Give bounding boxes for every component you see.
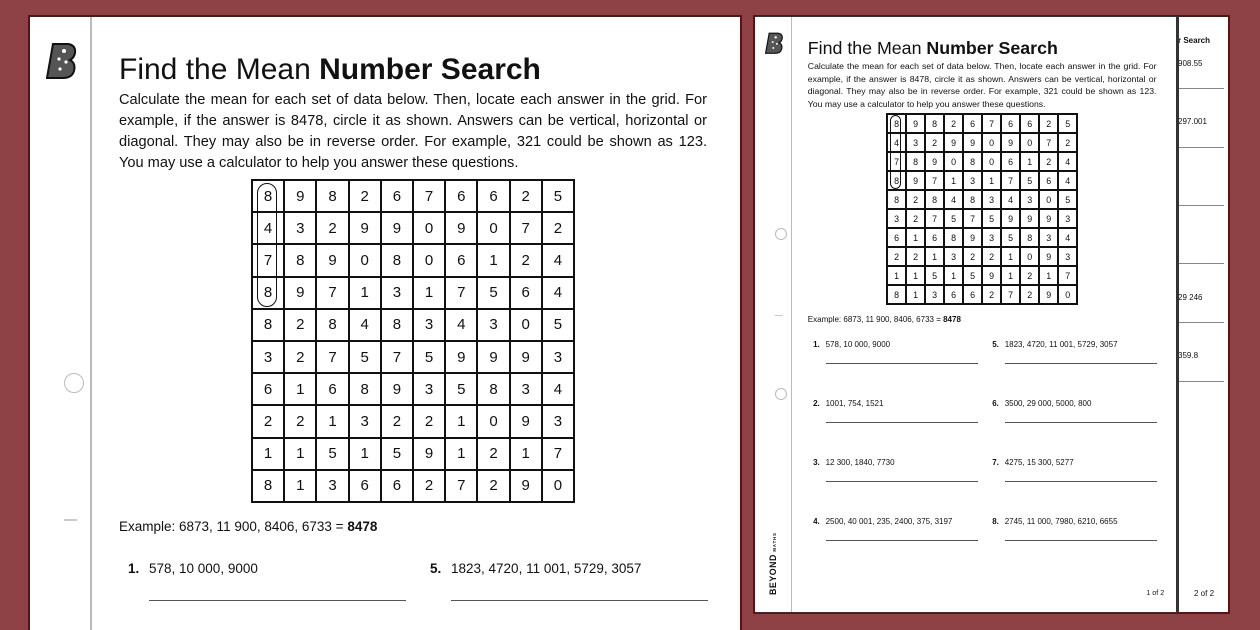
grid-cell[interactable]: 9 bbox=[413, 438, 445, 470]
grid-cell[interactable]: 1 bbox=[477, 244, 509, 276]
brand-logo-icon bbox=[765, 32, 784, 55]
page-number: 1 of 2 bbox=[1146, 589, 1165, 598]
grid-cell[interactable]: 4 bbox=[1001, 190, 1020, 209]
grid-cell[interactable]: 7 bbox=[925, 171, 944, 190]
grid-cell[interactable]: 4 bbox=[252, 212, 284, 244]
question bbox=[128, 561, 258, 576]
grid-cell[interactable]: 2 bbox=[477, 438, 509, 470]
grid-cell[interactable]: 6 bbox=[1039, 171, 1058, 190]
grid-cell[interactable]: 6 bbox=[510, 277, 542, 309]
grid-cell[interactable]: 2 bbox=[413, 405, 445, 437]
example-answer: 8478 bbox=[943, 314, 961, 324]
worksheet-page bbox=[755, 17, 1176, 612]
question bbox=[813, 399, 883, 408]
grid-cell[interactable]: 5 bbox=[542, 309, 574, 341]
grid-cell[interactable]: 8 bbox=[887, 285, 906, 304]
grid-cell[interactable]: 8 bbox=[252, 470, 284, 502]
example-text: Example: 6873, 11 900, 8406, 6733 = bbox=[807, 314, 944, 324]
grid-cell[interactable]: 3 bbox=[982, 190, 1001, 209]
question-data: 1001, 754, 1521 bbox=[825, 398, 884, 408]
grid-cell[interactable]: 1 bbox=[944, 171, 963, 190]
page2-answer: 29 246 bbox=[1178, 293, 1203, 302]
grid-cell[interactable]: 3 bbox=[349, 405, 381, 437]
grid-cell[interactable]: 1 bbox=[284, 438, 316, 470]
worksheet-preview-page-2[interactable] bbox=[1176, 17, 1228, 612]
punch-hole-icon bbox=[775, 388, 787, 400]
example-line bbox=[808, 315, 961, 324]
punch-hole-icon bbox=[64, 373, 84, 393]
grid-cell[interactable]: 9 bbox=[510, 341, 542, 373]
grid-cell[interactable]: 2 bbox=[1058, 133, 1077, 152]
grid-cell[interactable]: 8 bbox=[963, 152, 982, 171]
grid-cell[interactable]: 8 bbox=[316, 309, 348, 341]
grid-cell[interactable]: 7 bbox=[252, 244, 284, 276]
answer-line[interactable] bbox=[1005, 481, 1157, 482]
grid-cell[interactable]: 9 bbox=[445, 341, 477, 373]
grid-cell[interactable]: 9 bbox=[445, 212, 477, 244]
grid-cell[interactable]: 5 bbox=[381, 438, 413, 470]
grid-cell[interactable]: 6 bbox=[445, 244, 477, 276]
grid-cell[interactable]: 9 bbox=[1039, 285, 1058, 304]
grid-cell[interactable]: 0 bbox=[349, 244, 381, 276]
grid-cell[interactable]: 9 bbox=[944, 133, 963, 152]
grid-cell[interactable]: 1 bbox=[1001, 266, 1020, 285]
grid-cell[interactable]: 9 bbox=[510, 470, 542, 502]
grid-cell[interactable]: 5 bbox=[316, 438, 348, 470]
grid-cell[interactable]: 8 bbox=[252, 309, 284, 341]
grid-cell[interactable]: 6 bbox=[1020, 114, 1039, 133]
grid-cell[interactable]: 6 bbox=[477, 180, 509, 212]
answer-line[interactable] bbox=[1005, 363, 1157, 364]
example-circle bbox=[257, 183, 277, 307]
answer-line[interactable] bbox=[826, 422, 978, 423]
grid-cell[interactable]: 2 bbox=[906, 190, 925, 209]
grid-cell[interactable]: 9 bbox=[1001, 133, 1020, 152]
grid-cell[interactable]: 3 bbox=[477, 309, 509, 341]
example-circle bbox=[890, 115, 902, 189]
example-text: Example: 6873, 11 900, 8406, 6733 = bbox=[119, 519, 348, 534]
number-grid bbox=[251, 179, 575, 503]
grid-cell[interactable]: 1 bbox=[445, 438, 477, 470]
question bbox=[813, 340, 890, 349]
grid-cell[interactable]: 8 bbox=[252, 180, 284, 212]
grid-cell[interactable]: 7 bbox=[925, 209, 944, 228]
grid-cell[interactable]: 0 bbox=[542, 470, 574, 502]
grid-cell[interactable]: 8 bbox=[477, 373, 509, 405]
page2-divider bbox=[1176, 381, 1224, 382]
grid-cell[interactable]: 2 bbox=[510, 180, 542, 212]
question bbox=[992, 340, 1117, 349]
grid-cell[interactable]: 8 bbox=[349, 373, 381, 405]
grid-cell[interactable]: 6 bbox=[349, 470, 381, 502]
grid-cell[interactable]: 0 bbox=[982, 152, 1001, 171]
page-number: 2 of 2 bbox=[1194, 589, 1215, 598]
example-answer: 8478 bbox=[347, 519, 378, 534]
grid-cell[interactable]: 7 bbox=[1001, 171, 1020, 190]
grid-cell[interactable]: 7 bbox=[381, 341, 413, 373]
page2-title-fragment: r Search bbox=[1178, 36, 1211, 45]
grid-cell[interactable]: 8 bbox=[1020, 228, 1039, 247]
grid-cell[interactable]: 6 bbox=[944, 285, 963, 304]
grid-cell[interactable]: 3 bbox=[982, 228, 1001, 247]
grid-cell[interactable]: 3 bbox=[963, 171, 982, 190]
grid-cell[interactable]: 1 bbox=[906, 285, 925, 304]
question-data: 578, 10 000, 9000 bbox=[825, 339, 891, 349]
grid-cell[interactable]: 9 bbox=[906, 114, 925, 133]
question-data: 2745, 11 000, 7980, 6210, 6655 bbox=[1004, 516, 1118, 526]
grid-cell[interactable]: 7 bbox=[982, 114, 1001, 133]
grid-cell[interactable]: 5 bbox=[542, 180, 574, 212]
grid-cell[interactable]: 8 bbox=[906, 152, 925, 171]
grid-cell[interactable]: 6 bbox=[887, 228, 906, 247]
grid-cell[interactable]: 5 bbox=[1020, 171, 1039, 190]
margin-line bbox=[791, 17, 792, 612]
grid-cell[interactable]: 3 bbox=[413, 309, 445, 341]
page-title bbox=[808, 38, 1058, 59]
question-data: 1823, 4720, 11 001, 5729, 3057 bbox=[451, 561, 642, 576]
grid-cell[interactable]: 2 bbox=[349, 180, 381, 212]
grid-cell[interactable]: 2 bbox=[906, 247, 925, 266]
grid-cell[interactable]: 0 bbox=[477, 212, 509, 244]
grid-cell[interactable]: 3 bbox=[925, 285, 944, 304]
grid-cell[interactable]: 4 bbox=[542, 277, 574, 309]
brand-wordmark bbox=[768, 532, 778, 595]
brand-logo-icon bbox=[46, 42, 78, 80]
question bbox=[430, 561, 641, 576]
grid-cell[interactable]: 2 bbox=[477, 470, 509, 502]
grid-cell[interactable]: 5 bbox=[944, 209, 963, 228]
title-bold: Number Search bbox=[926, 38, 1058, 59]
grid-cell[interactable]: 6 bbox=[445, 180, 477, 212]
grid-cell[interactable]: 4 bbox=[1058, 228, 1077, 247]
grid-cell[interactable]: 7 bbox=[316, 341, 348, 373]
question bbox=[813, 517, 952, 526]
grid-cell[interactable]: 5 bbox=[477, 277, 509, 309]
grid-cell[interactable]: 3 bbox=[316, 470, 348, 502]
question-number: 5. bbox=[430, 561, 442, 576]
grid-cell[interactable]: 4 bbox=[1058, 171, 1077, 190]
grid-cell[interactable]: 7 bbox=[963, 209, 982, 228]
grid-cell[interactable]: 5 bbox=[963, 266, 982, 285]
grid-cell[interactable]: 7 bbox=[1001, 285, 1020, 304]
grid-cell[interactable]: 1 bbox=[349, 438, 381, 470]
grid-cell[interactable]: 5 bbox=[925, 266, 944, 285]
grid-cell[interactable]: 7 bbox=[316, 277, 348, 309]
grid-cell[interactable]: 2 bbox=[963, 247, 982, 266]
grid-cell[interactable]: 1 bbox=[1039, 266, 1058, 285]
question bbox=[992, 517, 1117, 526]
grid-cell[interactable]: 1 bbox=[284, 373, 316, 405]
question-number: 4. bbox=[813, 516, 820, 526]
grid-cell[interactable]: 7 bbox=[1039, 133, 1058, 152]
grid-cell[interactable]: 5 bbox=[1001, 228, 1020, 247]
question-number: 8. bbox=[992, 516, 999, 526]
answer-line[interactable] bbox=[826, 481, 978, 482]
grid-cell[interactable]: 6 bbox=[1001, 152, 1020, 171]
answer-line[interactable] bbox=[826, 363, 978, 364]
grid-cell[interactable]: 1 bbox=[906, 266, 925, 285]
punch-hole-icon bbox=[775, 228, 787, 240]
grid-cell[interactable]: 9 bbox=[381, 212, 413, 244]
grid-cell[interactable]: 2 bbox=[1039, 114, 1058, 133]
question-number: 2. bbox=[813, 398, 820, 408]
grid-cell[interactable]: 1 bbox=[284, 470, 316, 502]
grid-cell[interactable]: 5 bbox=[413, 341, 445, 373]
grid-cell[interactable]: 0 bbox=[1020, 247, 1039, 266]
grid-cell[interactable]: 7 bbox=[445, 470, 477, 502]
grid-cell[interactable]: 5 bbox=[1058, 114, 1077, 133]
grid-cell[interactable]: 1 bbox=[445, 405, 477, 437]
grid-cell[interactable]: 1 bbox=[925, 247, 944, 266]
question-number: 3. bbox=[813, 457, 820, 467]
grid-cell[interactable]: 2 bbox=[944, 114, 963, 133]
grid-cell[interactable]: 9 bbox=[510, 405, 542, 437]
page2-answer: 908.55 bbox=[1178, 59, 1203, 68]
grid-cell[interactable]: 5 bbox=[982, 209, 1001, 228]
grid-cell[interactable]: 9 bbox=[1001, 209, 1020, 228]
grid-cell[interactable]: 8 bbox=[887, 114, 906, 133]
grid-cell[interactable]: 9 bbox=[381, 373, 413, 405]
grid-cell[interactable]: 0 bbox=[944, 152, 963, 171]
grid-cell[interactable]: 1 bbox=[982, 171, 1001, 190]
grid-cell[interactable]: 9 bbox=[982, 266, 1001, 285]
grid-cell[interactable]: 2 bbox=[413, 470, 445, 502]
worksheet-preview-page-1[interactable] bbox=[755, 17, 1176, 612]
page2-answer: 297.001 bbox=[1178, 117, 1207, 126]
grid-cell[interactable]: 1 bbox=[944, 266, 963, 285]
grid-cell[interactable]: 3 bbox=[252, 341, 284, 373]
grid-cell[interactable]: 1 bbox=[510, 438, 542, 470]
grid-cell[interactable]: 8 bbox=[284, 244, 316, 276]
instructions: Calculate the mean for each set of data below. Then, locate each answer in the grid. For example, if the answer is 8478, circle it as shown. Answers can be vertical, horizontal or diagonal. They may also be in reverse order. For example, 321 could be shown as 123. You may use a calculator to help you answer these questions. bbox=[119, 92, 707, 171]
instructions: Calculate the mean for each set of data below. Then, locate each answer in the grid. For example, if the answer is 8478, circle it as shown. Answers can be vertical, horizontal or diagonal. They may also be in reverse order. For example, 321 could be shown as 123. You may use a calculator to help you answer these questions. bbox=[807, 61, 1157, 109]
grid-cell[interactable]: 9 bbox=[963, 133, 982, 152]
brand-sub: MATHS bbox=[772, 532, 777, 552]
grid-cell[interactable]: 4 bbox=[944, 190, 963, 209]
grid-cell[interactable]: 6 bbox=[963, 114, 982, 133]
grid-cell[interactable]: 4 bbox=[542, 244, 574, 276]
grid-cell[interactable]: 8 bbox=[381, 244, 413, 276]
question bbox=[813, 458, 894, 467]
question-data: 1823, 4720, 11 001, 5729, 3057 bbox=[1004, 339, 1118, 349]
grid-cell[interactable]: 2 bbox=[982, 247, 1001, 266]
grid-cell[interactable]: 2 bbox=[252, 405, 284, 437]
title-regular: Find the Mean bbox=[119, 53, 320, 86]
question-data: 4275, 15 300, 5277 bbox=[1004, 457, 1074, 467]
grid-cell[interactable]: 3 bbox=[510, 373, 542, 405]
grid-cell[interactable]: 8 bbox=[944, 228, 963, 247]
page-title bbox=[119, 53, 541, 87]
title-bold: Number Search bbox=[319, 53, 541, 86]
question-data: 12 300, 1840, 7730 bbox=[825, 457, 895, 467]
question-number: 6. bbox=[992, 398, 999, 408]
grid-cell[interactable]: 7 bbox=[445, 277, 477, 309]
grid-cell[interactable]: 1 bbox=[906, 228, 925, 247]
grid-cell[interactable]: 8 bbox=[316, 180, 348, 212]
grid-cell[interactable]: 0 bbox=[413, 212, 445, 244]
grid-cell[interactable]: 9 bbox=[349, 212, 381, 244]
question bbox=[992, 399, 1091, 408]
grid-cell[interactable]: 2 bbox=[542, 212, 574, 244]
grid-cell[interactable]: 8 bbox=[887, 190, 906, 209]
grid-cell[interactable]: 1 bbox=[1001, 247, 1020, 266]
page2-answer: 359.8 bbox=[1178, 351, 1199, 360]
grid-cell[interactable]: 0 bbox=[1058, 285, 1077, 304]
margin-line bbox=[90, 17, 92, 630]
grid-cell[interactable]: 0 bbox=[1020, 133, 1039, 152]
fold-mark bbox=[775, 315, 783, 316]
grid-cell[interactable]: 8 bbox=[381, 309, 413, 341]
grid-cell[interactable]: 6 bbox=[381, 470, 413, 502]
grid-cell[interactable]: 3 bbox=[1039, 228, 1058, 247]
fold-mark bbox=[64, 519, 77, 521]
grid-cell[interactable]: 6 bbox=[316, 373, 348, 405]
question-number: 5. bbox=[992, 339, 999, 349]
grid-cell[interactable]: 2 bbox=[887, 247, 906, 266]
grid-cell[interactable]: 0 bbox=[1039, 190, 1058, 209]
grid-cell[interactable]: 8 bbox=[925, 190, 944, 209]
grid-cell[interactable]: 1 bbox=[887, 266, 906, 285]
answer-line[interactable] bbox=[826, 540, 978, 541]
grid-cell[interactable]: 9 bbox=[1020, 209, 1039, 228]
grid-cell[interactable]: 3 bbox=[1058, 209, 1077, 228]
grid-cell[interactable]: 4 bbox=[445, 309, 477, 341]
grid-cell[interactable]: 4 bbox=[887, 133, 906, 152]
grid-cell[interactable]: 5 bbox=[349, 341, 381, 373]
grid-cell[interactable]: 0 bbox=[413, 244, 445, 276]
grid-cell[interactable]: 9 bbox=[925, 152, 944, 171]
grid-cell[interactable]: 2 bbox=[1020, 285, 1039, 304]
answer-line[interactable] bbox=[1005, 540, 1157, 541]
grid-cell[interactable]: 3 bbox=[887, 209, 906, 228]
answer-line[interactable] bbox=[149, 600, 406, 601]
grid-cell[interactable]: 2 bbox=[1020, 266, 1039, 285]
grid-cell[interactable]: 3 bbox=[542, 341, 574, 373]
grid-cell[interactable]: 2 bbox=[925, 133, 944, 152]
page2-divider bbox=[1176, 88, 1224, 89]
grid-cell[interactable]: 2 bbox=[284, 405, 316, 437]
grid-cell[interactable]: 7 bbox=[413, 180, 445, 212]
grid-cell[interactable]: 2 bbox=[906, 209, 925, 228]
page2-divider bbox=[1176, 205, 1224, 206]
grid-cell[interactable]: 4 bbox=[1058, 152, 1077, 171]
grid-cell[interactable]: 1 bbox=[349, 277, 381, 309]
grid-cell[interactable]: 0 bbox=[477, 405, 509, 437]
grid-cell[interactable]: 2 bbox=[316, 212, 348, 244]
grid-cell[interactable]: 2 bbox=[982, 285, 1001, 304]
grid-cell[interactable]: 9 bbox=[284, 277, 316, 309]
grid-cell[interactable]: 9 bbox=[316, 244, 348, 276]
grid-cell[interactable]: 6 bbox=[252, 373, 284, 405]
question-number: 1. bbox=[813, 339, 820, 349]
example-line bbox=[119, 519, 377, 534]
grid-cell[interactable]: 8 bbox=[963, 190, 982, 209]
grid-cell[interactable]: 2 bbox=[510, 244, 542, 276]
question-data: 2500, 40 001, 235, 2400, 375, 3197 bbox=[825, 516, 953, 526]
question-data: 578, 10 000, 9000 bbox=[149, 561, 258, 576]
grid-cell[interactable]: 3 bbox=[944, 247, 963, 266]
question-number: 7. bbox=[992, 457, 999, 467]
grid-cell[interactable]: 4 bbox=[349, 309, 381, 341]
answer-line[interactable] bbox=[1005, 422, 1157, 423]
grid-cell[interactable]: 2 bbox=[1039, 152, 1058, 171]
brand-name: BEYOND bbox=[768, 554, 778, 596]
worksheet-preview-large[interactable] bbox=[30, 17, 740, 630]
grid-cell[interactable]: 9 bbox=[906, 171, 925, 190]
grid-cell[interactable]: 1 bbox=[252, 438, 284, 470]
question-number: 1. bbox=[128, 561, 140, 576]
grid-cell[interactable]: 7 bbox=[510, 212, 542, 244]
grid-cell[interactable]: 3 bbox=[1020, 190, 1039, 209]
grid-cell[interactable]: 9 bbox=[1039, 247, 1058, 266]
worksheet-page bbox=[30, 17, 740, 630]
answer-line[interactable] bbox=[451, 600, 708, 601]
grid-cell[interactable]: 1 bbox=[316, 405, 348, 437]
grid-cell[interactable]: 9 bbox=[1039, 209, 1058, 228]
grid-cell[interactable]: 0 bbox=[982, 133, 1001, 152]
grid-cell[interactable]: 3 bbox=[413, 373, 445, 405]
grid-cell[interactable]: 3 bbox=[1058, 247, 1077, 266]
grid-cell[interactable]: 3 bbox=[542, 405, 574, 437]
grid-cell[interactable]: 3 bbox=[906, 133, 925, 152]
grid-cell[interactable]: 6 bbox=[1001, 114, 1020, 133]
page2-divider bbox=[1176, 147, 1224, 148]
page2-divider bbox=[1176, 263, 1224, 264]
title-regular: Find the Mean bbox=[807, 38, 927, 59]
grid-cell[interactable]: 1 bbox=[1020, 152, 1039, 171]
grid-cell[interactable]: 3 bbox=[284, 212, 316, 244]
grid-cell[interactable]: 9 bbox=[963, 228, 982, 247]
grid-cell[interactable]: 6 bbox=[925, 228, 944, 247]
grid-cell[interactable]: 7 bbox=[1058, 266, 1077, 285]
grid-cell[interactable]: 6 bbox=[381, 180, 413, 212]
grid-cell[interactable]: 5 bbox=[1058, 190, 1077, 209]
grid-cell[interactable]: 9 bbox=[477, 341, 509, 373]
grid-cell[interactable]: 5 bbox=[445, 373, 477, 405]
grid-cell[interactable]: 4 bbox=[542, 373, 574, 405]
grid-cell[interactable]: 8 bbox=[252, 277, 284, 309]
grid-cell[interactable]: 6 bbox=[963, 285, 982, 304]
grid-cell[interactable]: 0 bbox=[510, 309, 542, 341]
number-grid bbox=[886, 113, 1078, 305]
grid-cell[interactable]: 2 bbox=[284, 309, 316, 341]
grid-cell[interactable]: 2 bbox=[381, 405, 413, 437]
grid-cell[interactable]: 1 bbox=[413, 277, 445, 309]
grid-cell[interactable]: 7 bbox=[542, 438, 574, 470]
grid-cell[interactable]: 8 bbox=[925, 114, 944, 133]
grid-cell[interactable]: 7 bbox=[887, 152, 906, 171]
page2-divider bbox=[1176, 322, 1224, 323]
grid-cell[interactable]: 3 bbox=[381, 277, 413, 309]
question-data: 3500, 29 000, 5000, 800 bbox=[1004, 398, 1092, 408]
grid-cell[interactable]: 2 bbox=[284, 341, 316, 373]
question bbox=[992, 458, 1073, 467]
grid-cell[interactable]: 9 bbox=[284, 180, 316, 212]
grid-cell[interactable]: 8 bbox=[887, 171, 906, 190]
